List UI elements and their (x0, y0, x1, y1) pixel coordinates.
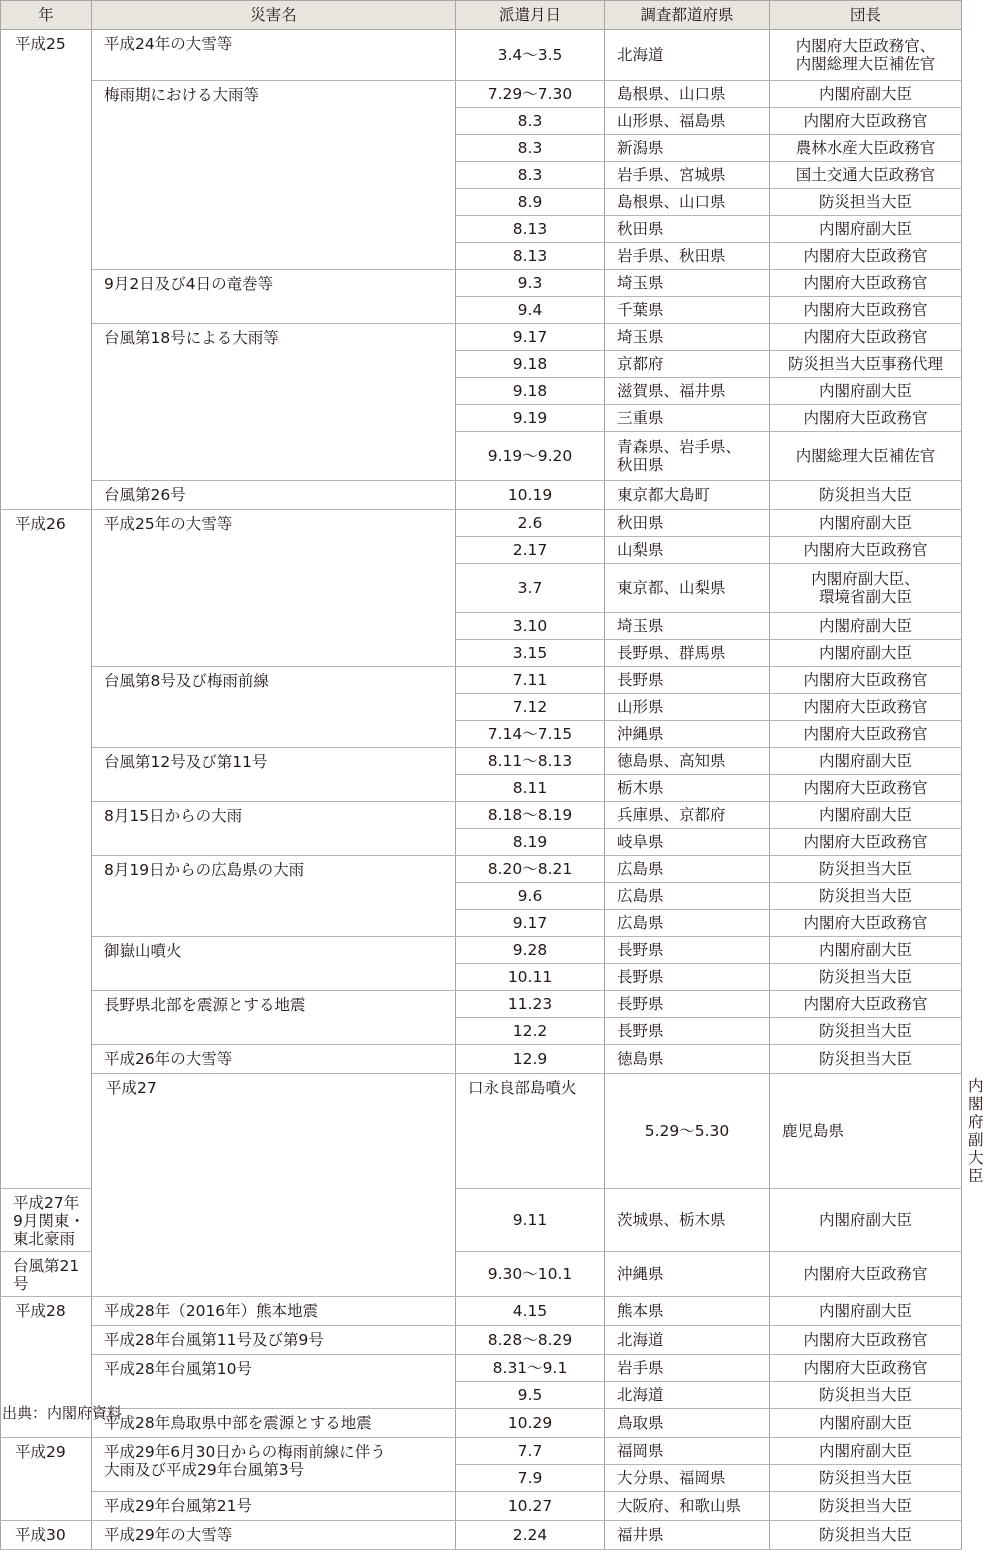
disaster-name-cell: 平成24年の大雪等 (92, 30, 456, 81)
table-row (1, 1438, 962, 1465)
prefecture-cell: 島根県、山口県 (605, 81, 770, 108)
prefecture-cell: 山形県 (605, 694, 770, 721)
dispatch-date-cell: 9.18 (456, 351, 605, 378)
dispatch-date-cell: 8.13 (456, 216, 605, 243)
prefecture-cell: 岩手県、秋田県 (605, 243, 770, 270)
leader-cell: 国土交通大臣政務官 (770, 162, 962, 189)
dispatch-date-cell: 11.23 (456, 991, 605, 1018)
dispatch-date-cell: 10.11 (456, 964, 605, 991)
dispatch-date-cell: 3.15 (456, 640, 605, 667)
table-row (1, 270, 962, 297)
prefecture-cell: 島根県、山口県 (605, 189, 770, 216)
prefecture-cell: 青森県、岩手県、 秋田県 (605, 432, 770, 481)
prefecture-cell: 北海道 (605, 1326, 770, 1355)
dispatch-date-cell: 12.9 (456, 1045, 605, 1074)
prefecture-cell: 埼玉県 (605, 613, 770, 640)
dispatch-date-cell: 3.4～3.5 (456, 30, 605, 81)
table-header-row (1, 1, 962, 30)
leader-cell: 内閣府大臣政務官 (770, 537, 962, 564)
dispatch-date-cell: 9.30～10.1 (456, 1252, 605, 1297)
year-cell: 平成29 (1, 1438, 92, 1521)
leader-cell: 防災担当大臣 (770, 856, 962, 883)
table-row (1, 937, 962, 964)
header-leader: 団長 (770, 1, 962, 30)
disaster-name-cell: 平成26年の大雪等 (92, 1045, 456, 1074)
leader-cell: 内閣府副大臣 (770, 1438, 962, 1465)
table-row (1, 667, 962, 694)
dispatch-date-cell: 9.3 (456, 270, 605, 297)
disaster-name-cell: 平成28年台風第11号及び第9号 (92, 1326, 456, 1355)
dispatch-date-cell: 12.2 (456, 1018, 605, 1045)
prefecture-cell: 広島県 (605, 910, 770, 937)
disaster-name-cell: 平成28年（2016年）熊本地震 (92, 1297, 456, 1326)
leader-cell: 防災担当大臣 (770, 1521, 962, 1550)
disaster-name-cell: 台風第26号 (92, 481, 456, 510)
disaster-name-cell: 口永良部島噴火 (456, 1074, 605, 1189)
prefecture-cell: 長野県、群馬県 (605, 640, 770, 667)
prefecture-cell: 埼玉県 (605, 324, 770, 351)
leader-cell: 内閣府副大臣 (770, 640, 962, 667)
dispatch-date-cell: 2.6 (456, 510, 605, 537)
table-row (1, 1045, 962, 1074)
header-date: 派遣月日 (456, 1, 605, 30)
leader-cell: 防災担当大臣 (770, 1045, 962, 1074)
dispatch-date-cell: 2.17 (456, 537, 605, 564)
prefecture-cell: 長野県 (605, 667, 770, 694)
leader-cell: 防災担当大臣 (770, 189, 962, 216)
disaster-name-cell: 平成27年9月関東・東北豪雨 (1, 1189, 92, 1252)
dispatch-date-cell: 9.19～9.20 (456, 432, 605, 481)
prefecture-cell: 長野県 (605, 1018, 770, 1045)
dispatch-date-cell: 8.18～8.19 (456, 802, 605, 829)
leader-cell: 防災担当大臣事務代理 (770, 351, 962, 378)
leader-cell: 内閣府大臣政務官、 内閣総理大臣補佐官 (770, 30, 962, 81)
table-row (1, 802, 962, 829)
disaster-name-cell: 9月2日及び4日の竜巻等 (92, 270, 456, 324)
prefecture-cell: 東京都大島町 (605, 481, 770, 510)
prefecture-cell: 秋田県 (605, 216, 770, 243)
leader-cell: 内閣府副大臣 (770, 613, 962, 640)
leader-cell: 内閣府副大臣 (770, 378, 962, 405)
leader-cell: 内閣府大臣政務官 (770, 243, 962, 270)
prefecture-cell: 長野県 (605, 937, 770, 964)
leader-cell: 防災担当大臣 (770, 964, 962, 991)
dispatch-date-cell: 8.20～8.21 (456, 856, 605, 883)
dispatch-date-cell: 8.31～9.1 (456, 1355, 605, 1382)
prefecture-cell: 徳島県 (605, 1045, 770, 1074)
prefecture-cell: 徳島県、高知県 (605, 748, 770, 775)
year-cell: 平成26 (1, 510, 92, 1189)
table-body (1, 30, 984, 1550)
prefecture-cell: 山梨県 (605, 537, 770, 564)
dispatch-date-cell: 9.5 (456, 1382, 605, 1409)
leader-cell: 内閣府大臣政務官 (770, 775, 962, 802)
prefecture-cell: 広島県 (605, 883, 770, 910)
leader-cell: 内閣府大臣政務官 (770, 991, 962, 1018)
leader-cell: 内閣府大臣政務官 (770, 270, 962, 297)
prefecture-cell: 北海道 (605, 30, 770, 81)
dispatch-date-cell: 9.4 (456, 297, 605, 324)
leader-cell: 内閣府副大臣 (770, 937, 962, 964)
prefecture-cell: 新潟県 (605, 135, 770, 162)
dispatch-date-cell: 7.7 (456, 1438, 605, 1465)
dispatch-date-cell: 8.3 (456, 135, 605, 162)
leader-cell: 内閣府副大臣、 環境省副大臣 (770, 564, 962, 613)
year-cell: 平成30 (1, 1521, 92, 1550)
leader-cell: 内閣府副大臣 (770, 1297, 962, 1326)
leader-cell: 防災担当大臣 (770, 1492, 962, 1521)
prefecture-cell: 茨城県、栃木県 (605, 1189, 770, 1252)
prefecture-cell: 熊本県 (605, 1297, 770, 1326)
dispatch-date-cell: 8.9 (456, 189, 605, 216)
dispatch-date-cell: 8.3 (456, 108, 605, 135)
dispatch-date-cell: 4.15 (456, 1297, 605, 1326)
prefecture-cell: 岩手県 (605, 1355, 770, 1382)
dispatch-date-cell: 9.6 (456, 883, 605, 910)
prefecture-cell: 沖縄県 (605, 721, 770, 748)
dispatch-date-cell: 10.27 (456, 1492, 605, 1521)
table-row (1, 1521, 962, 1550)
leader-cell: 防災担当大臣 (770, 883, 962, 910)
disaster-name-cell: 平成29年6月30日からの梅雨前線に伴う 大雨及び平成29年台風第3号 (92, 1438, 456, 1492)
disaster-name-cell: 台風第21号 (1, 1252, 92, 1297)
prefecture-cell: 山形県、福島県 (605, 108, 770, 135)
prefecture-cell: 福井県 (605, 1521, 770, 1550)
prefecture-cell: 長野県 (605, 964, 770, 991)
prefecture-cell: 鹿児島県 (770, 1074, 962, 1189)
prefecture-cell: 栃木県 (605, 775, 770, 802)
prefecture-cell: 秋田県 (605, 510, 770, 537)
prefecture-cell: 千葉県 (605, 297, 770, 324)
prefecture-cell: 京都府 (605, 351, 770, 378)
leader-cell: 内閣府副大臣 (770, 1409, 962, 1438)
table-row (1, 510, 962, 537)
dispatch-date-cell: 8.11 (456, 775, 605, 802)
leader-cell: 農林水産大臣政務官 (770, 135, 962, 162)
dispatch-date-cell: 9.28 (456, 937, 605, 964)
table-row (1, 1492, 962, 1521)
leader-cell: 防災担当大臣 (770, 481, 962, 510)
disaster-name-cell: 8月15日からの大雨 (92, 802, 456, 856)
disaster-name-cell: 台風第18号による大雨等 (92, 324, 456, 481)
disaster-name-cell: 平成29年の大雪等 (92, 1521, 456, 1550)
leader-cell: 内閣府大臣政務官 (770, 1252, 962, 1297)
table-row (1, 324, 962, 351)
table-row (1, 1355, 962, 1382)
year-cell: 平成27 (92, 1074, 456, 1297)
table-row (1, 481, 962, 510)
dispatch-date-cell: 9.11 (456, 1189, 605, 1252)
prefecture-cell: 兵庫県、京都府 (605, 802, 770, 829)
disaster-name-cell: 8月19日からの広島県の大雨 (92, 856, 456, 937)
table-row (1, 856, 962, 883)
dispatch-date-cell: 3.7 (456, 564, 605, 613)
dispatch-date-cell: 5.29～5.30 (605, 1074, 770, 1189)
dispatch-date-cell: 9.18 (456, 378, 605, 405)
leader-cell: 内閣総理大臣補佐官 (770, 432, 962, 481)
prefecture-cell: 滋賀県、福井県 (605, 378, 770, 405)
table-row (1, 991, 962, 1018)
year-cell: 平成28 (1, 1297, 92, 1438)
dispatch-date-cell: 3.10 (456, 613, 605, 640)
year-cell: 平成25 (1, 30, 92, 510)
dispatch-date-cell: 9.19 (456, 405, 605, 432)
prefecture-cell: 大分県、福岡県 (605, 1465, 770, 1492)
leader-cell: 内閣府大臣政務官 (770, 108, 962, 135)
dispatch-date-cell: 8.11～8.13 (456, 748, 605, 775)
prefecture-cell: 沖縄県 (605, 1252, 770, 1297)
dispatch-date-cell: 8.13 (456, 243, 605, 270)
prefecture-cell: 岩手県、宮城県 (605, 162, 770, 189)
header-prefecture: 調査都道府県 (605, 1, 770, 30)
dispatch-date-cell: 7.9 (456, 1465, 605, 1492)
leader-cell: 内閣府大臣政務官 (770, 910, 962, 937)
leader-cell: 内閣府大臣政務官 (770, 324, 962, 351)
disaster-name-cell: 平成25年の大雪等 (92, 510, 456, 667)
disaster-name-cell: 長野県北部を震源とする地震 (92, 991, 456, 1045)
leader-cell: 内閣府大臣政務官 (770, 829, 962, 856)
leader-cell: 防災担当大臣 (770, 1018, 962, 1045)
header-disaster: 災害名 (92, 1, 456, 30)
leader-cell: 内閣府副大臣 (770, 216, 962, 243)
disaster-name-cell: 台風第8号及び梅雨前線 (92, 667, 456, 748)
dispatch-date-cell: 7.29～7.30 (456, 81, 605, 108)
disaster-name-cell: 御嶽山噴火 (92, 937, 456, 991)
disaster-name-cell: 台風第12号及び第11号 (92, 748, 456, 802)
table-row (1, 748, 962, 775)
table-row (1, 81, 962, 108)
leader-cell: 内閣府副大臣 (770, 510, 962, 537)
dispatch-date-cell: 8.28～8.29 (456, 1326, 605, 1355)
leader-cell: 内閣府大臣政務官 (770, 694, 962, 721)
prefecture-cell: 三重県 (605, 405, 770, 432)
prefecture-cell: 大阪府、和歌山県 (605, 1492, 770, 1521)
prefecture-cell: 北海道 (605, 1382, 770, 1409)
prefecture-cell: 東京都、山梨県 (605, 564, 770, 613)
dispatch-date-cell: 7.12 (456, 694, 605, 721)
table-row (1, 1409, 962, 1438)
leader-cell: 内閣府大臣政務官 (770, 667, 962, 694)
prefecture-cell: 広島県 (605, 856, 770, 883)
table-row (1, 1326, 962, 1355)
prefecture-cell: 埼玉県 (605, 270, 770, 297)
leader-cell: 内閣府大臣政務官 (770, 721, 962, 748)
leader-cell: 内閣府大臣政務官 (770, 297, 962, 324)
leader-cell: 内閣府副大臣 (770, 81, 962, 108)
prefecture-cell: 鳥取県 (605, 1409, 770, 1438)
table-row (1, 1297, 962, 1326)
dispatch-date-cell: 7.11 (456, 667, 605, 694)
leader-cell: 内閣府副大臣 (770, 802, 962, 829)
disaster-name-cell: 梅雨期における大雨等 (92, 81, 456, 270)
dispatch-date-cell: 9.17 (456, 910, 605, 937)
leader-cell: 防災担当大臣 (770, 1465, 962, 1492)
dispatch-date-cell: 10.19 (456, 481, 605, 510)
prefecture-cell: 岐阜県 (605, 829, 770, 856)
source-note: 出典：内閣府資料 (2, 1404, 123, 1422)
prefecture-cell: 長野県 (605, 991, 770, 1018)
disaster-name-cell: 平成29年台風第21号 (92, 1492, 456, 1521)
table-row (1, 30, 962, 81)
dispatch-date-cell: 9.17 (456, 324, 605, 351)
dispatch-date-cell: 10.29 (456, 1409, 605, 1438)
header-year: 年 (1, 1, 92, 30)
leader-cell: 内閣府大臣政務官 (770, 405, 962, 432)
leader-cell: 内閣府副大臣 (770, 748, 962, 775)
dispatch-date-cell: 8.19 (456, 829, 605, 856)
disaster-name-cell: 平成28年鳥取県中部を震源とする地震 (92, 1409, 456, 1438)
disaster-name-cell: 平成28年台風第10号 (92, 1355, 456, 1409)
prefecture-cell: 福岡県 (605, 1438, 770, 1465)
dispatch-date-cell: 7.14～7.15 (456, 721, 605, 748)
leader-cell: 内閣府大臣政務官 (770, 1326, 962, 1355)
dispatch-date-cell: 2.24 (456, 1521, 605, 1550)
leader-cell: 防災担当大臣 (770, 1382, 962, 1409)
leader-cell: 内閣府大臣政務官 (770, 1355, 962, 1382)
dispatch-date-cell: 8.3 (456, 162, 605, 189)
leader-cell: 内閣府副大臣 (770, 1189, 962, 1252)
table-row: 平成27 口永良部島噴火 5.29～5.30 鹿児島県 内閣府副大臣 (1, 1074, 962, 1189)
